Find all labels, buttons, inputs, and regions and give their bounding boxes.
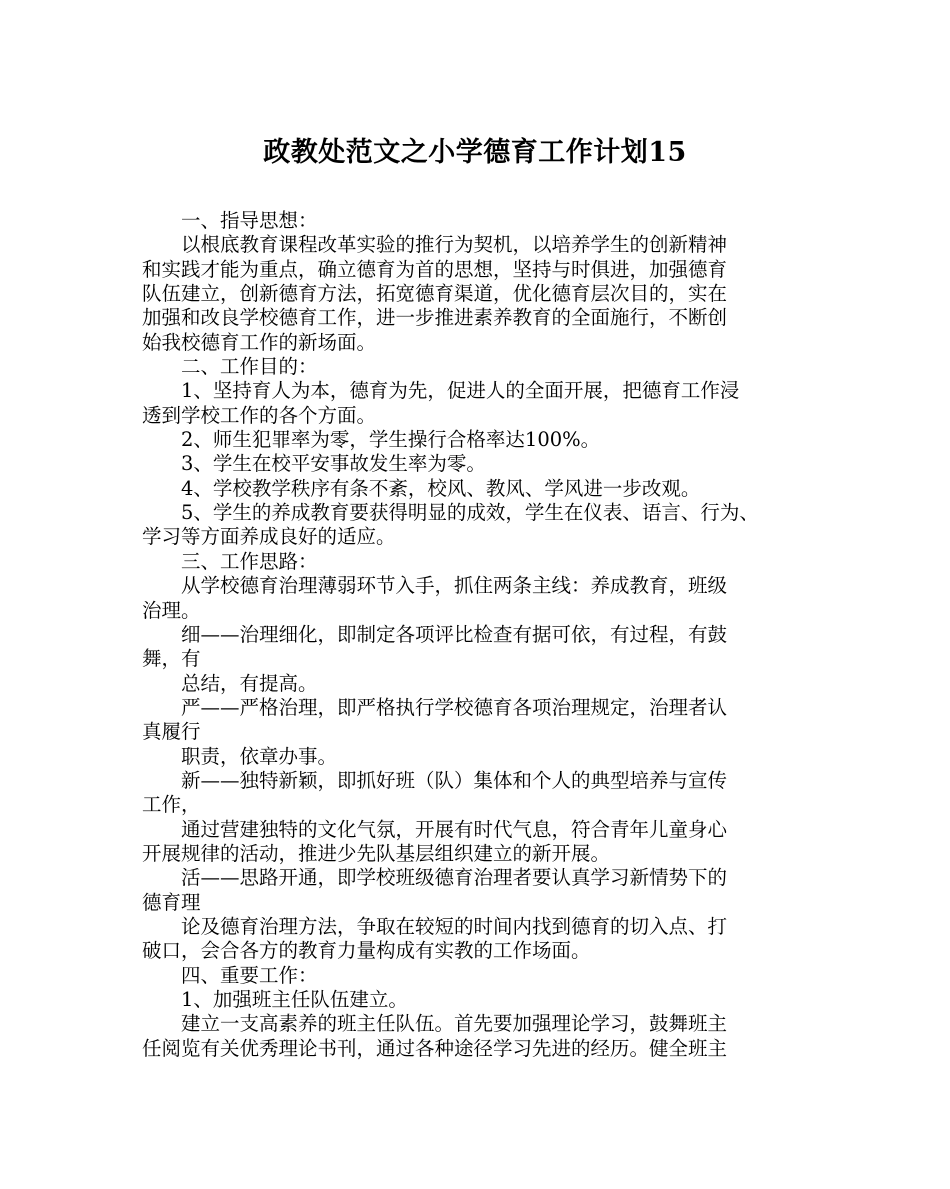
section-heading-main-work: 四、重要工作：	[181, 963, 318, 987]
paragraph-main-work: 建立一支高素养的班主任队伍。首先要加强理论学习，鼓舞班主 任阅览有关优秀理论书刊，通过各种途径学习先进的经历。健全班主	[142, 1012, 728, 1060]
approach-item-active: 活——思路开通，即学校班级德育治理者要认真学习新情势下的 德育理	[142, 866, 728, 914]
approach-item-detail-continued: 总结，有提高。	[181, 671, 318, 695]
approach-item-detail: 细——治理细化，即制定各项评比检查有据可依，有过程，有鼓 舞，有	[142, 622, 728, 671]
section-heading-work-objectives: 二、工作目的：	[181, 355, 318, 379]
document-title: 政教处范文之小学德育工作计划15	[263, 137, 687, 168]
main-work-item-1: 1、加强班主任队伍建立。	[181, 988, 408, 1011]
objective-item-4: 4、学校教学秩序有条不紊，校风、教风、学风进一步改观。	[181, 476, 701, 500]
objective-item-5: 5、学生的养成教育要获得明显的成效，学生在仪表、语言、行为、 学习等方面养成良好的适应。	[142, 501, 759, 549]
paragraph-work-approach: 从学校德育治理薄弱环节入手，抓住两条主线：养成教育，班级 治理。	[142, 574, 728, 622]
objective-item-3: 3、学生在校平安事故发生率为零。	[181, 452, 486, 476]
section-heading-guiding-ideology: 一、指导思想：	[181, 209, 318, 232]
paragraph-guiding-ideology: 以根底教育课程改革实验的推行为契机，以培养学生的创新精神 和实践才能为重点，确立德育为首的思想，坚持与时俱进，加强德育 队伍建立，创新德育方法，拓宽德育渠道，优化德育层次目的，实在 加强和改良学校德育工作，进一步推进素养教育的全面施行，不断创 始我校德育工作的新场面。	[142, 233, 728, 354]
approach-item-strict: 严——严格治理，即严格执行学校德育各项治理规定，治理者认 真履行	[142, 695, 728, 744]
approach-item-new: 新——独特新颖，即抓好班（队）集体和个人的典型培养与宣传 工作，	[142, 768, 728, 817]
approach-item-strict-continued: 职责，依章办事。	[181, 744, 338, 768]
section-heading-work-approach: 三、工作思路：	[181, 549, 318, 573]
objective-item-2: 2、师生犯罪率为零，学生操行合格率达100%。	[181, 428, 601, 452]
approach-item-active-continued: 论及德育治理方法，争取在较短的时间内找到德育的切入点、打 破口，会合各方的教育力量构成有实教的工作场面。	[142, 914, 728, 963]
objective-item-1: 1、坚持育人为本，德育为先，促进人的全面开展，把德育工作浸 透到学校工作的各个方面。	[142, 379, 740, 427]
document-body	[142, 209, 826, 1061]
approach-item-new-continued: 通过营建独特的文化气氛，开展有时代气息，符合青年儿童身心 开展规律的活动，推进少先队基层组织建立的新开展。	[142, 817, 728, 865]
